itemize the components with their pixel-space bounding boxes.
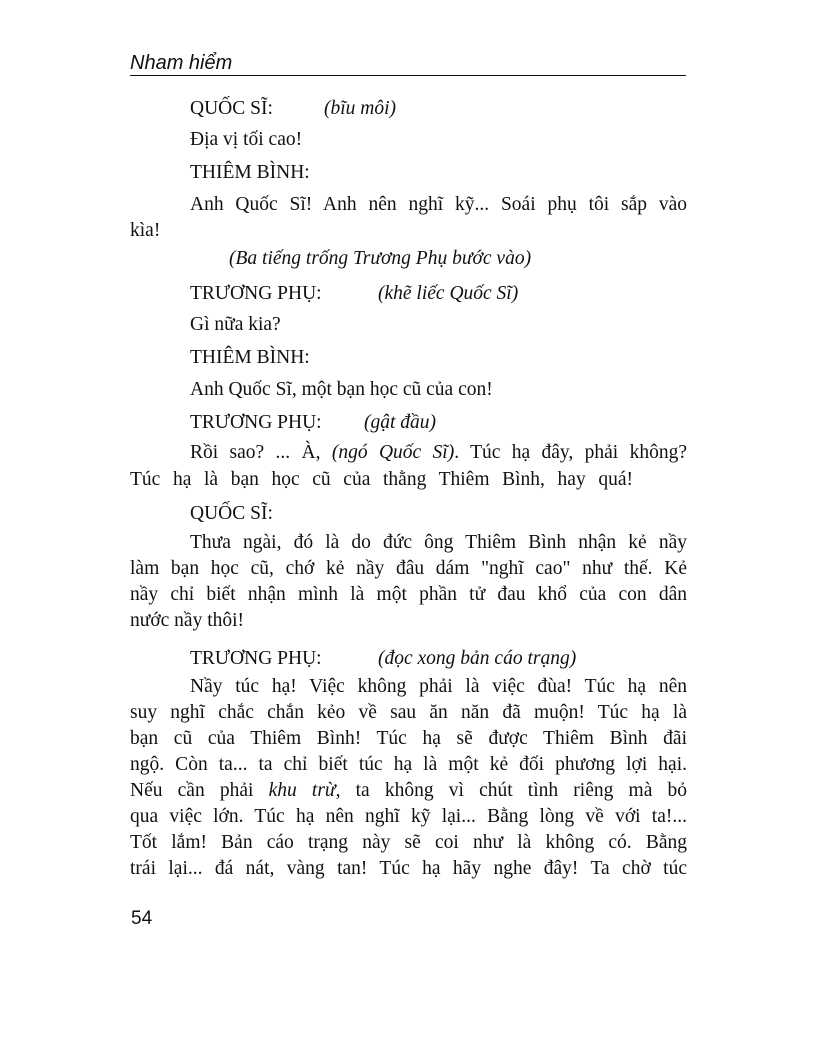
dialogue-line: ngộ. Còn ta... ta chỉ biết túc hạ là một kẻ đối phương lợi hại. [130,754,687,775]
dialogue-line: Anh Quốc Sĩ, một bạn học cũ của con! [190,379,493,400]
dialogue-line: bạn cũ của Thiêm Bình! Túc hạ sẽ được Thiêm Bình đãi [130,728,687,749]
page-number: 54 [131,908,153,929]
speaker-line [190,282,518,306]
dialogue-line: nước nầy thôi! [130,610,245,631]
stage-direction: (đọc xong bản cáo trạng) [378,648,577,669]
speaker-name: QUỐC SĨ: [190,503,273,524]
stage-direction: (khẽ liếc Quốc Sĩ) [378,283,519,304]
speaker-line [190,411,436,435]
speaker-line [190,97,396,121]
dialogue-line: Nầy túc hạ! Việc không phải là việc đùa! Túc hạ nên [190,676,687,697]
dialogue-line: Tốt lắm! Bản cáo trạng này sẽ coi như là không có. Bằng [130,832,687,853]
text-run: , ta không vì chút tình riêng mà bỏ [335,780,688,801]
speaker-name: TRƯƠNG PHỤ: [190,283,322,304]
dialogue-line: Thưa ngài, đó là do đức ông Thiêm Bình nhận kẻ nầy [190,532,687,553]
speaker-name: QUỐC SĨ: [190,98,273,119]
text-run: . Túc hạ đây, phải không? [454,442,687,463]
dialogue-line: Anh Quốc Sĩ! Anh nên nghĩ kỹ... Soái phụ tôi sắp vào [190,194,687,215]
text-run: Nếu cần phải [130,780,269,801]
dialogue-line: Gì nữa kia? [190,314,281,335]
dialogue-line: suy nghĩ chắc chắn kẻo về sau ăn năn đã muộn! Túc hạ là [130,702,687,723]
stage-direction: (Ba tiếng trống Trương Phụ bước vào) [229,248,532,269]
speaker-name: THIÊM BÌNH: [190,162,310,183]
dialogue-line [130,779,687,803]
dialogue-line: kìa! [130,220,161,241]
dialogue-line [190,441,687,465]
running-header: Nham hiểm [130,52,233,74]
speaker-name: TRƯƠNG PHỤ: [190,412,322,433]
dialogue-line: qua việc lớn. Túc hạ nên nghĩ kỹ lại... Bằng lòng về với ta!... [130,806,687,827]
speaker-line [190,647,576,671]
emphasis-text: khu trừ [268,780,336,801]
dialogue-line: làm bạn học cũ, chớ kẻ nầy đâu dám "nghĩ cao" như thế. Kẻ [130,558,687,579]
speaker-name: THIÊM BÌNH: [190,347,310,368]
speaker-name: TRƯƠNG PHỤ: [190,648,322,669]
dialogue-line: Túc hạ là bạn học cũ của thằng Thiêm Bình, hay quá! [130,469,633,490]
stage-direction: (bĩu môi) [324,98,397,119]
text-run: Rồi sao? ... À, [190,442,332,463]
stage-direction: (gật đầu) [364,412,437,433]
header-rule [130,75,686,76]
stage-direction: (ngó Quốc Sĩ) [331,442,455,463]
dialogue-line: Địa vị tối cao! [190,129,303,150]
dialogue-line: nầy chỉ biết nhận mình là một phần tử đau khổ của con dân [130,584,687,605]
dialogue-line: trái lại... đá nát, vàng tan! Túc hạ hãy nghe đây! Ta chờ túc [130,858,687,879]
